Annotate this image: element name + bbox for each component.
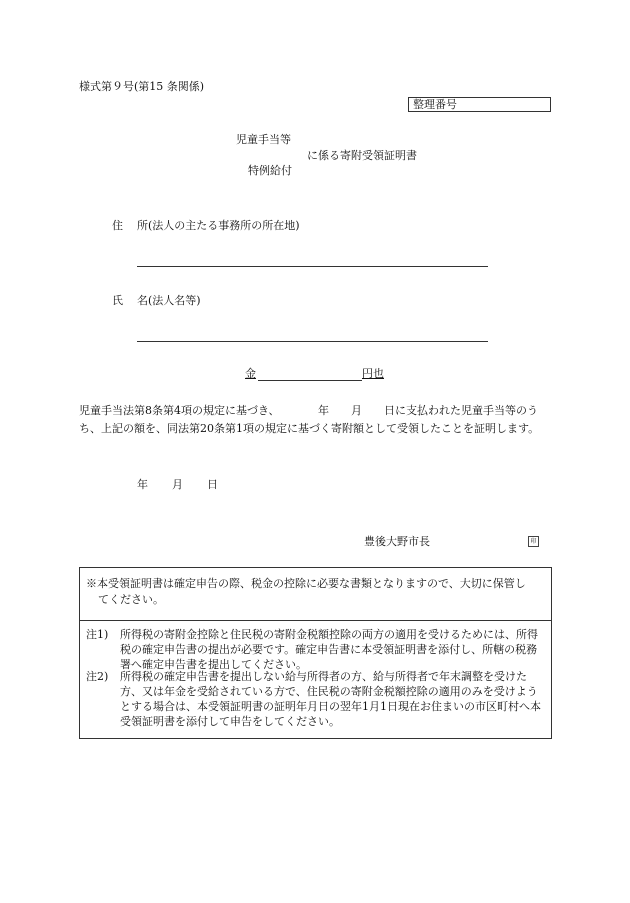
notice-box [79,567,552,739]
note-2-label: 注2) [86,670,109,683]
note-1 [86,627,548,672]
name-label-a: 氏 [112,294,123,307]
note-1-label: 注1) [86,628,109,641]
note-2-text: 所得税の確定申告書を提出しない給与所得者の方、給与所得者で年末調整を受けた方、又は年金を受給されている方で、住民税の寄附金税額控除の適用のみを受けようとする場合は、本受領証明書の証明年月日の翌年1月1日現在お住まいの市区町村へ本受領証明書を添付して申告をしてください。 [120,670,541,728]
note-1-text: 所得税の寄附金控除と住民税の寄附金税額控除の両方の適用を受けるためには、所得税の確定申告書の提出が必要です。確定申告書に本受領証明書を添付し、所轄の税務署へ確定申告書を提出してください。 [120,628,538,671]
issuer-mayor: 豊後大野市長 [364,535,430,548]
date-month-label: 月 [172,478,183,491]
amount-kin-label: 金 [245,367,256,380]
seiri-bango-field[interactable]: 整理番号 [408,97,551,112]
title-line1: 児童手当等 [236,133,291,146]
form-number: 様式第９号(第15 条関係) [79,80,205,93]
title-main: に係る寄附受領証明書 [307,149,417,162]
warning-text [86,576,544,608]
notice-divider [80,620,551,621]
certification-text: 児童手当法第8条第4項の規定に基づき、 年 月 日に支払われた児童手当等のうち、上記の額を、同法第20条第1項の規定に基づく寄附額として受領したことを証明します。 [79,404,540,435]
address-input-line[interactable] [137,266,488,267]
note-2 [86,669,548,729]
address-label-a: 住 [112,219,123,232]
name-input-line[interactable] [137,341,488,342]
date-day-label: 日 [207,478,218,491]
date-year-label: 年 [137,478,148,491]
address-label-b: 所(法人の主たる事務所の所在地) [137,219,300,232]
amount-input-line[interactable] [258,380,362,381]
name-label-b: 名(法人名等) [137,294,201,307]
title-line2: 特例給付 [248,164,292,177]
amount-enya-label: 円也 [362,367,384,380]
warning-line2: てください。 [98,593,164,606]
warning-line1: ※本受領証明書は確定申告の際、税金の控除に必要な書類となりますので、大切に保管し [86,577,526,590]
seal-icon: 印 [528,536,539,547]
